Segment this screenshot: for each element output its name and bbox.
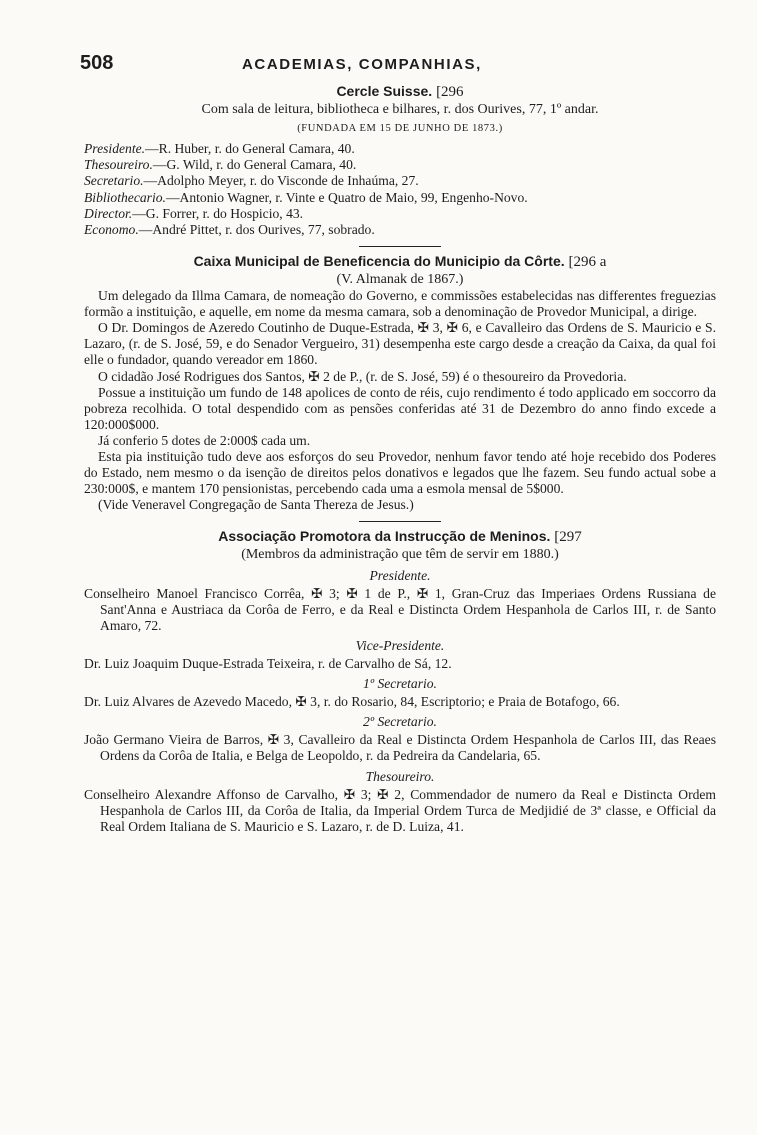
officer-text: —Adolpho Meyer, r. do Visconde de Inhaúma, 27. bbox=[143, 173, 419, 189]
officer-text: —G. Forrer, r. do Hospicio, 43. bbox=[132, 205, 304, 221]
section-title bbox=[84, 83, 716, 100]
founded-note: (FUNDADA EM 15 DE JUNHO DE 1873.) bbox=[297, 123, 503, 135]
officer-line bbox=[84, 157, 716, 173]
paragraph: O cidadão José Rodrigues dos Santos, ✠ 2 de P., (r. de S. José, 59) é o thesoureiro da Provedoria. bbox=[98, 368, 627, 384]
section-subtitle: Com sala de leitura, bibliotheca e bilhares, r. dos Ourives, 77, 1º andar. bbox=[201, 102, 599, 118]
paragraph-vide: (Vide Veneravel Congregação de Santa Thereza de Jesus.) bbox=[98, 497, 414, 513]
paragraph: Um delegado da Illma Camara, de nomeação do Governo, e commissões estabelecidas nas differentes freguezias formão a instituição, e aquelle, em nome da mesma camara, sob a denominação de Provedor Municipal, a dirige. bbox=[84, 288, 716, 320]
page-number: 508 bbox=[80, 52, 114, 74]
section-cercle-suisse bbox=[84, 83, 716, 238]
section-title-text: Associação Promotora da Instrucção de Meninos. bbox=[218, 528, 551, 545]
page-header bbox=[80, 52, 716, 81]
officer-role: Secretario. bbox=[84, 173, 144, 189]
paragraph: Já conferio 5 dotes de 2:000$ cada um. bbox=[98, 432, 311, 448]
officer-text: —R. Huber, r. do General Camara, 40. bbox=[145, 141, 355, 157]
officer-role: Bibliothecario. bbox=[84, 189, 166, 205]
officer-text: —Antonio Wagner, r. Vinte e Quatro de Maio, 99, Engenho-Novo. bbox=[165, 189, 528, 205]
role-heading: Presidente. bbox=[369, 567, 431, 583]
member-entry: Conselheiro Alexandre Affonso de Carvalho, ✠ 3; ✠ 2, Commendador de numero da Real e Distincta Ordem Hespanhola de Carlos III, da Corôa de Italia, da Imperial Ordem Turca de Medjidié de 3ª classe, e Official da Real Ordem Italiana de S. Mauricio e S. Lazaro, r. de D. Luiza, 41. bbox=[84, 786, 716, 834]
paragraph: O Dr. Domingos de Azeredo Coutinho de Duque-Estrada, ✠ 3, ✠ 6, e Cavalleiro das Ordens de S. Mauricio e S. Lazaro, (r. de S. José, 59, e do Senador Vergueiro, 31) desempenha este cargo desde a creação da Caixa, da qual foi elle o fundador, quando vereador em 1860. bbox=[84, 320, 716, 368]
running-title: ACADEMIAS, COMPANHIAS, bbox=[242, 56, 482, 73]
section-divider bbox=[359, 246, 441, 247]
section-title-text: Caixa Municipal de Beneficencia do Municipio da Côrte. bbox=[193, 252, 565, 269]
section-title-text: Cercle Suisse. bbox=[336, 83, 433, 99]
officer-role: Economo. bbox=[84, 221, 139, 237]
officer-line bbox=[84, 222, 716, 238]
officer-line bbox=[84, 173, 716, 189]
role-heading: 1º Secretario. bbox=[363, 676, 437, 692]
paragraph: Possue a instituição um fundo de 148 apolices de conto de réis, cujo rendimento é todo applicado em soccorro da pobreza recolhida. O total despendido com as pensões conferidas até 31 de Dezembro do anno findo excede a 120:000$000. bbox=[84, 384, 716, 432]
paragraph: Esta pia instituição tudo deve aos esforços do seu Provedor, nenhum favor tendo até hoje recebido dos Poderes do Estado, nem mesmo o da isenção de direitos pelos donativos e legados que lhe fazem. Seu fundo actual sobe a 230:000$, e mantem 170 pensionistas, percebendo cada uma a esmola mensal de 5$000. bbox=[84, 448, 716, 497]
officer-role: Presidente. bbox=[84, 141, 146, 157]
role-heading: Vice-Presidente. bbox=[355, 637, 445, 653]
section-title bbox=[84, 253, 716, 270]
officer-role: Director. bbox=[84, 205, 133, 221]
member-entry: Dr. Luiz Alvares de Azevedo Macedo, ✠ 3, r. do Rosario, 84, Escriptorio; e Praia de Botafogo, 66. bbox=[84, 694, 620, 710]
section-note: (V. Almanak de 1867.) bbox=[336, 271, 464, 287]
section-note: (Membros da administração que têm de servir em 1880.) bbox=[241, 547, 559, 563]
section-divider bbox=[359, 521, 441, 522]
section-ref: [296 a bbox=[568, 253, 607, 270]
member-entry: Dr. Luiz Joaquim Duque-Estrada Teixeira, r. de Carvalho de Sá, 12. bbox=[84, 656, 452, 671]
officer-role: Thesoureiro. bbox=[84, 157, 153, 173]
section-title bbox=[84, 528, 716, 545]
page bbox=[80, 52, 716, 835]
section-ref: [297 bbox=[554, 529, 582, 546]
role-heading: Thesoureiro. bbox=[365, 768, 435, 784]
officer-text: —G. Wild, r. do General Camara, 40. bbox=[152, 157, 357, 173]
role-heading: 2º Secretario. bbox=[363, 714, 437, 730]
officer-line bbox=[84, 206, 716, 222]
officer-text: —André Pittet, r. dos Ourives, 77, sobrado. bbox=[138, 221, 375, 237]
officer-line bbox=[84, 141, 716, 157]
section-associacao-promotora bbox=[84, 528, 716, 835]
officer-line bbox=[84, 190, 716, 206]
member-entry: João Germano Vieira de Barros, ✠ 3, Cavalleiro da Real e Distincta Ordem Hespanhola de Carlos III, das Reaes Ordens da Corôa de Italia, e Belga de Leopoldo, r. da Pedreira da Candelaria, 65. bbox=[84, 732, 716, 764]
section-ref: [296 bbox=[436, 84, 464, 100]
section-caixa-municipal bbox=[84, 253, 716, 514]
member-entry: Conselheiro Manoel Francisco Corrêa, ✠ 3; ✠ 1 de P., ✠ 1, Gran-Cruz das Imperiaes Ordens Russiana de Sant'Anna e Austriaca da Corôa de Ferro, e da Real e Distincta Ordem Hespanhola de Carlos III, r. de Santo Amaro, 72. bbox=[84, 585, 716, 633]
